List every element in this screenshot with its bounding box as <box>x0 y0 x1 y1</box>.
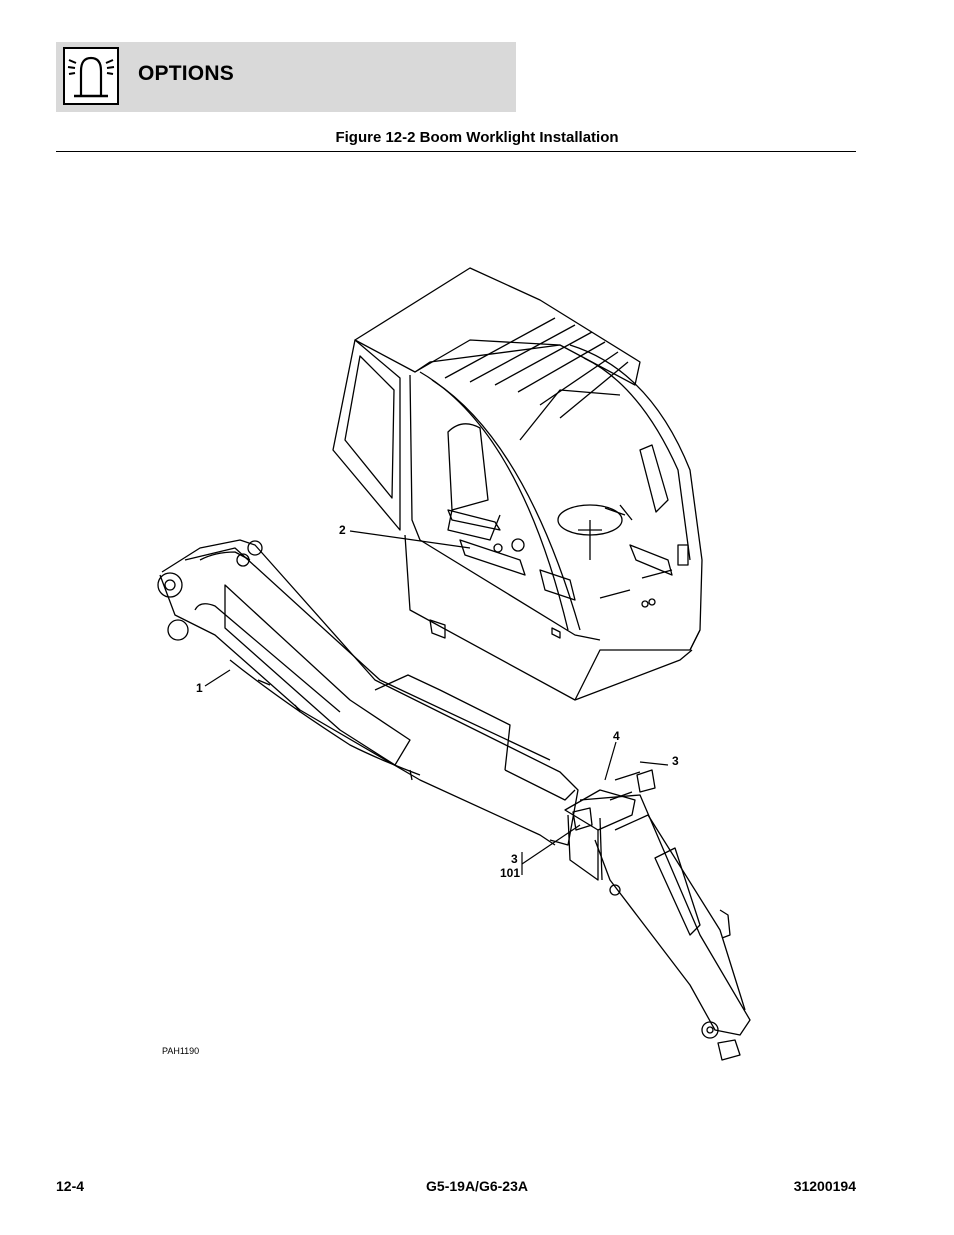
model-number: G5-19A/G6-23A <box>426 1178 528 1194</box>
beacon-light-icon <box>63 47 119 105</box>
boom-worklight-drawing <box>150 255 770 1085</box>
boom-drawing <box>158 540 750 1060</box>
callout-2: 2 <box>339 523 346 537</box>
figure-caption: Figure 12-2 Boom Worklight Installation <box>335 129 619 146</box>
callout-3-upper: 3 <box>672 754 679 768</box>
callout-4: 4 <box>613 729 620 743</box>
header-band <box>56 42 516 112</box>
section-title: OPTIONS <box>138 62 234 85</box>
callout-3-lower: 3 <box>511 852 518 866</box>
callout-101: 101 <box>500 866 521 880</box>
header-rule <box>56 151 856 152</box>
callout-1: 1 <box>196 681 203 695</box>
callout-leaders <box>205 531 668 875</box>
document-number: 31200194 <box>793 1178 856 1194</box>
page-number: 12-4 <box>56 1178 85 1194</box>
drawing-id: PAH1190 <box>162 1046 200 1056</box>
cab-drawing <box>333 268 702 700</box>
